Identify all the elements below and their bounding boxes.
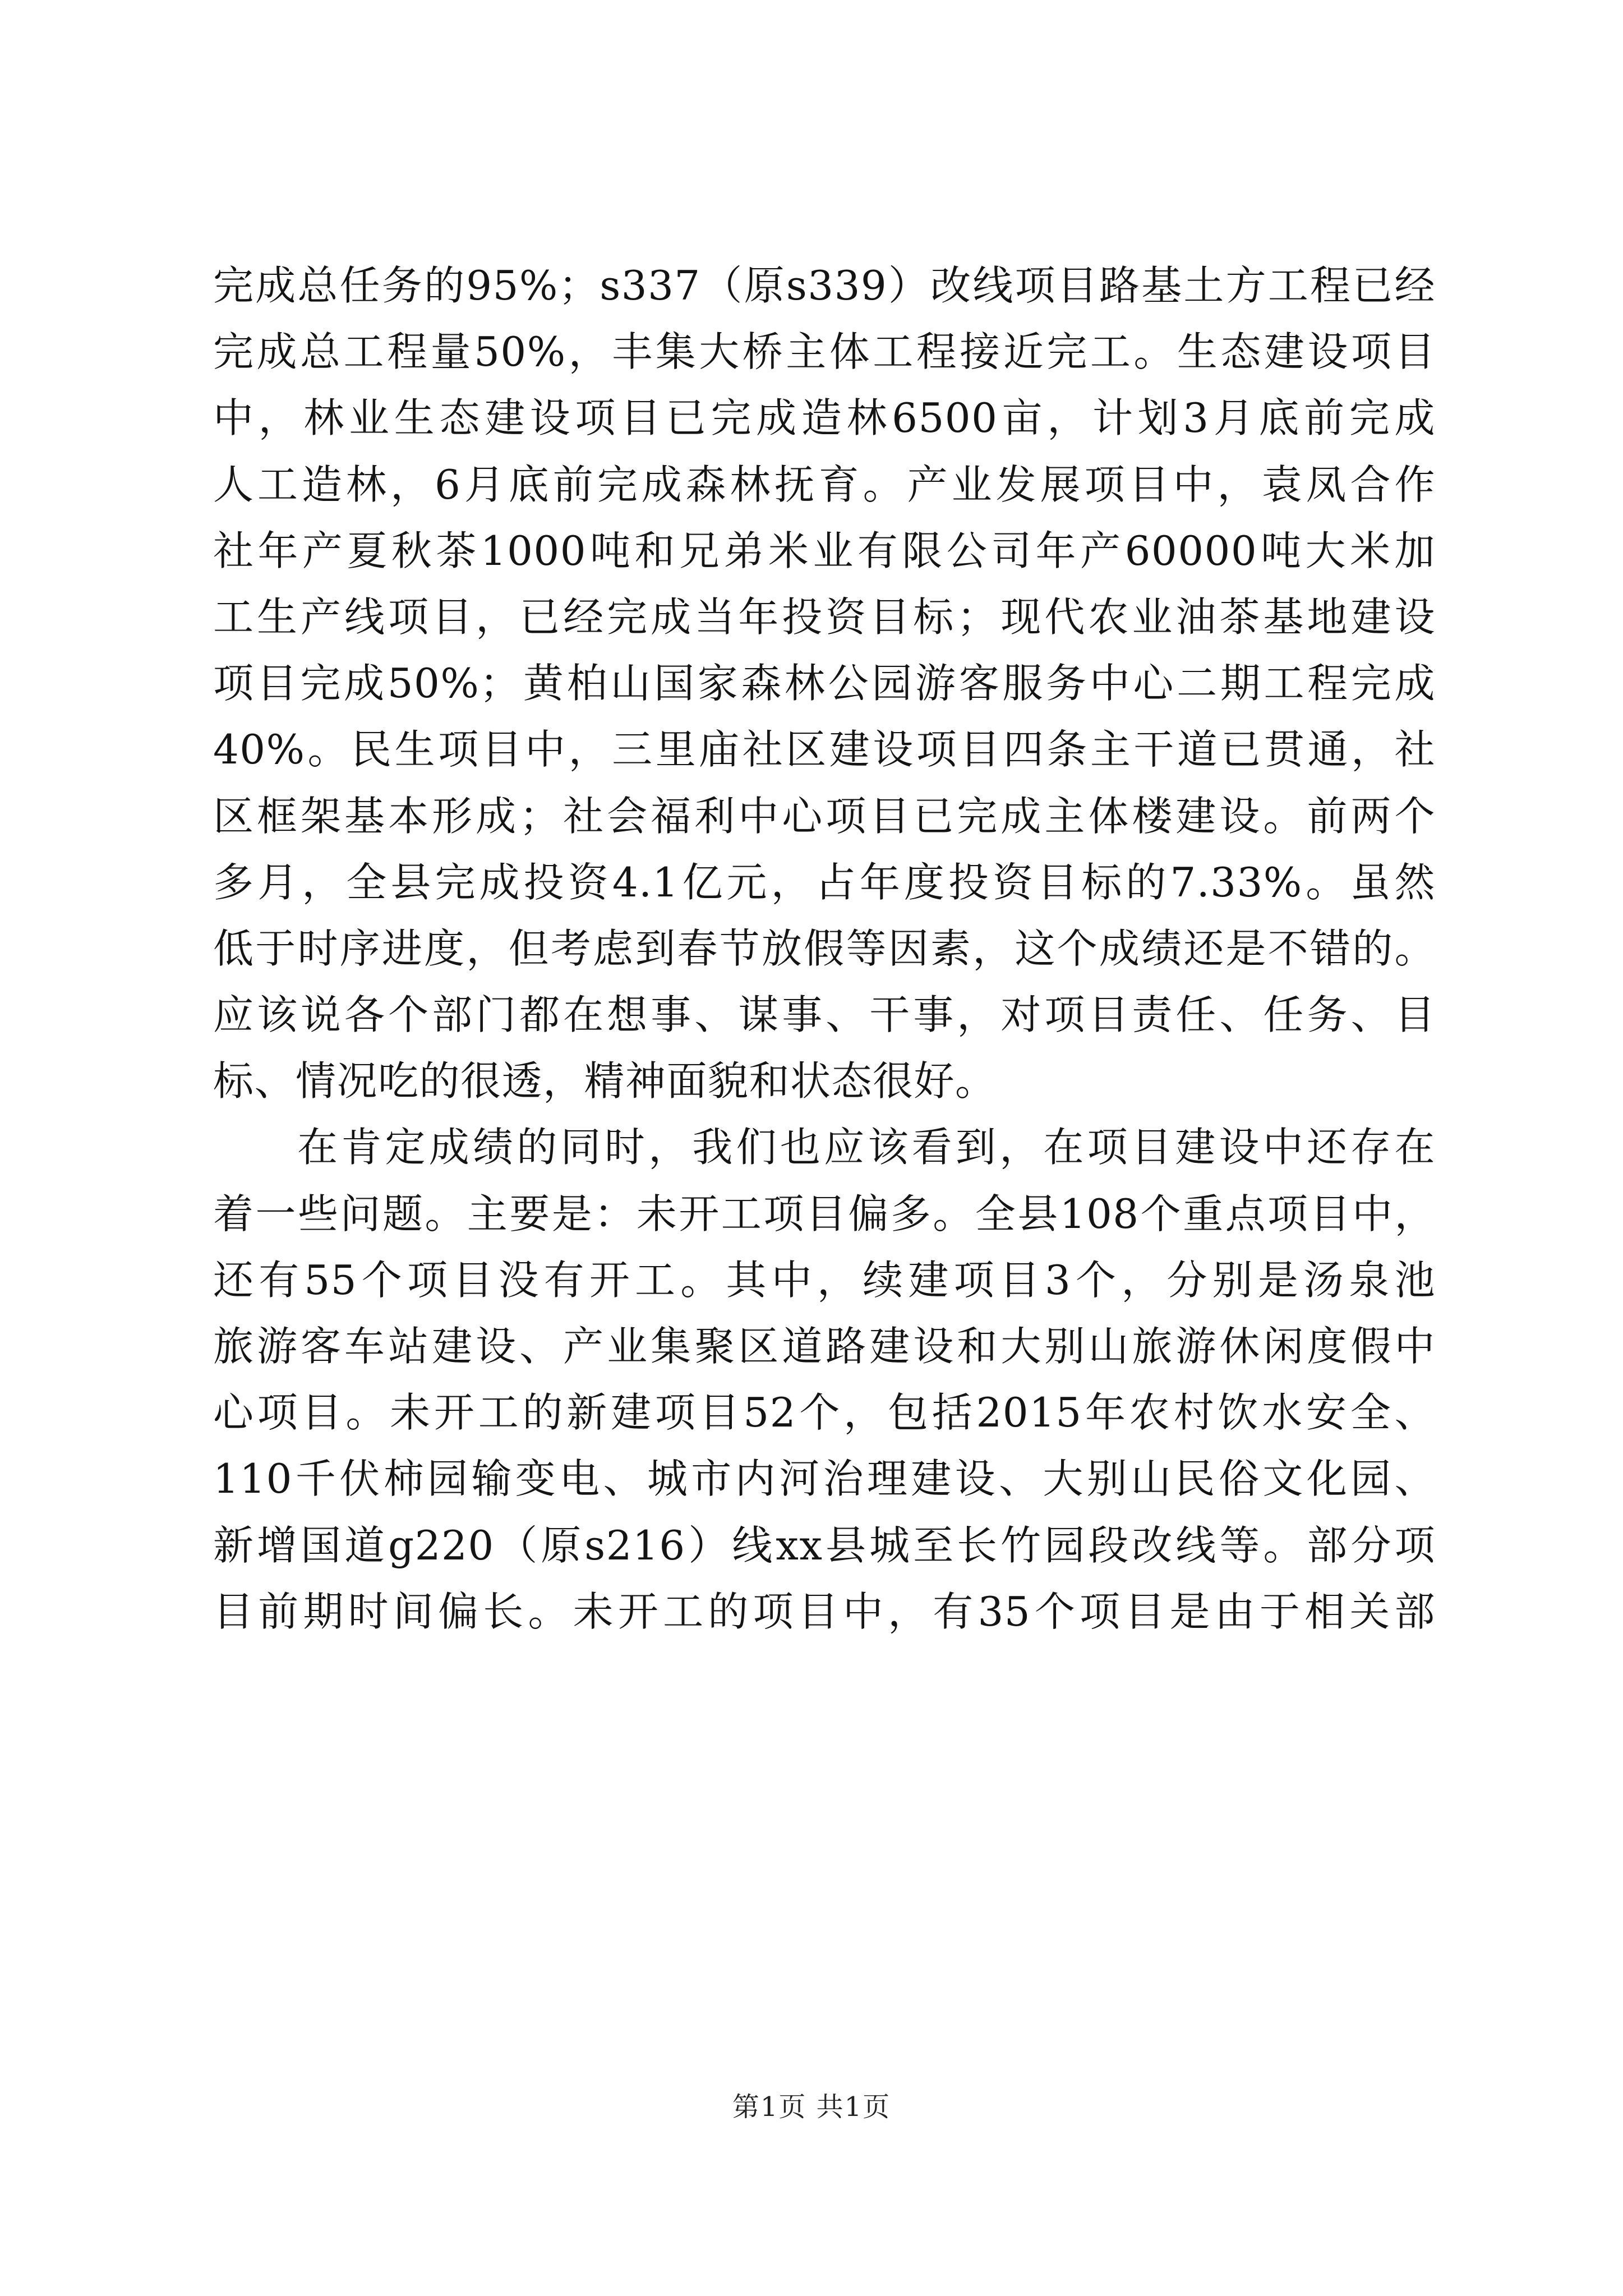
text-line: 还有55个项目没有开工。其中，续建项目3个，分别是汤泉池 [213, 1256, 1436, 1304]
text-line: 着一些问题。主要是：未开工项目偏多。全县108个重点项目中， [213, 1190, 1436, 1237]
text-line: 110千伏柿园输变电、城市内河治理建设、大别山民俗文化园、 [213, 1455, 1436, 1503]
text-line: 目前期时间偏长。未开工的项目中，有35个项目是由于相关部 [213, 1588, 1436, 1635]
text-line: 新增国道g220（原s216）线xx县城至长竹园段改线等。部分项 [213, 1521, 1436, 1569]
text-line: 工生产线项目，已经完成当年投资目标；现代农业油茶基地建设 [213, 593, 1436, 641]
text-line: 社年产夏秋茶1000吨和兄弟米业有限公司年产60000吨大米加 [213, 527, 1436, 574]
document-body [213, 252, 1436, 1645]
text-line: 完成总工程量50%，丰集大桥主体工程接近完工。生态建设项目 [213, 328, 1436, 376]
text-line: 40%。民生项目中，三里庙社区建设项目四条主干道已贯通，社 [213, 726, 1436, 774]
text-line: 完成总任务的95%；s337（原s339）改线项目路基土方工程已经 [213, 262, 1436, 309]
text-line: 区框架基本形成；社会福利中心项目已完成主体楼建设。前两个 [213, 792, 1436, 840]
text-line: 标、情况吃的很透，精神面貌和状态很好。 [213, 1057, 997, 1105]
text-line: 应该说各个部门都在想事、谋事、干事，对项目责任、任务、目 [213, 991, 1436, 1039]
text-line: 中，林业生态建设项目已完成造林6500亩，计划3月底前完成 [213, 394, 1436, 442]
paragraph-first-line: 在肯定成绩的同时，我们也应该看到，在项目建设中还存在 [297, 1124, 1436, 1171]
text-line: 多月，全县完成投资4.1亿元，占年度投资目标的7.33%。虽然 [213, 858, 1436, 906]
text-line: 人工造林，6月底前完成森林抚育。产业发展项目中，袁凤合作 [213, 461, 1436, 508]
page-number: 第1页 共1页 [732, 2091, 891, 2123]
text-line: 旅游客车站建设、产业集聚区道路建设和大别山旅游休闲度假中 [213, 1323, 1436, 1370]
text-line: 心项目。未开工的新建项目52个，包括2015年农村饮水安全、 [213, 1389, 1436, 1437]
page-footer [0, 2085, 1623, 2124]
text-line: 项目完成50%；黄柏山国家森林公园游客服务中心二期工程完成 [213, 660, 1436, 707]
text-line: 低于时序进度，但考虑到春节放假等因素，这个成绩还是不错的。 [213, 924, 1436, 972]
